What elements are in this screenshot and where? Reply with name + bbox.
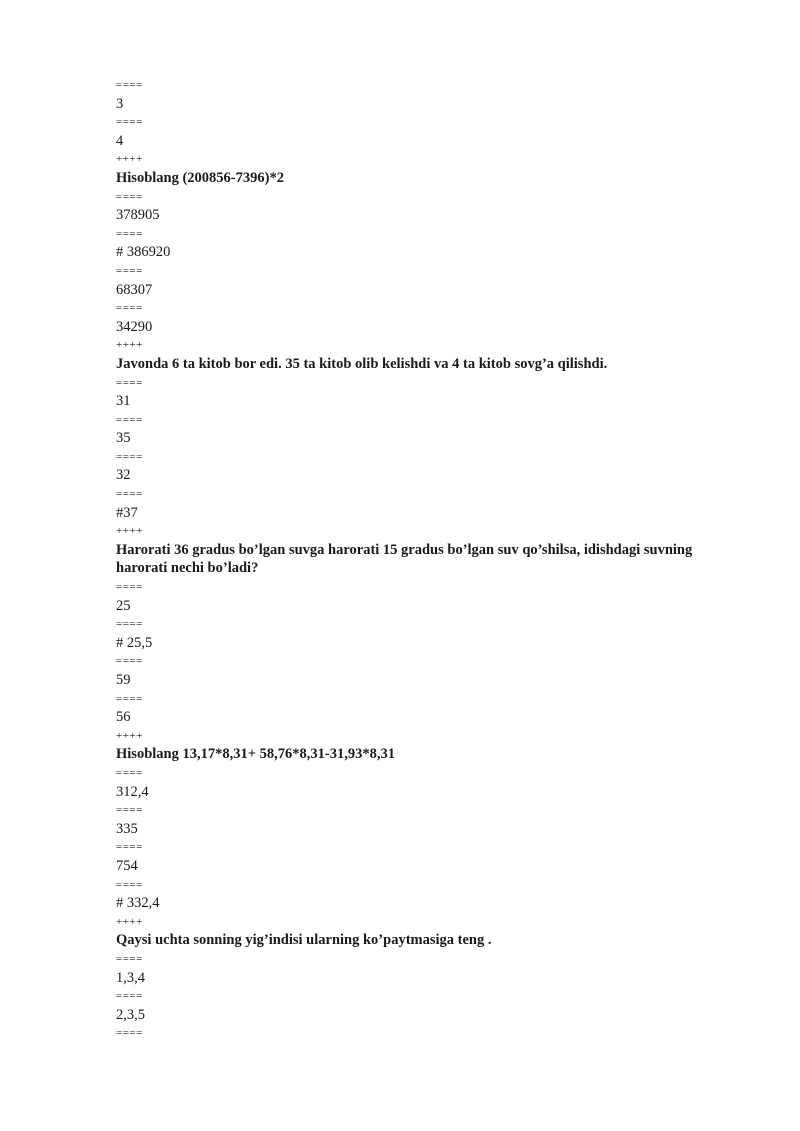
- option-separator: ====: [116, 227, 143, 240]
- option-separator: ====: [116, 488, 143, 501]
- option-separator: ====: [116, 952, 143, 965]
- answer-option: 2,3,5: [116, 1006, 145, 1023]
- answer-option: 68307: [116, 281, 153, 298]
- answer-option: 3: [116, 95, 124, 112]
- answer-option: # 332,4: [116, 895, 160, 912]
- question-separator: ++++: [116, 525, 143, 538]
- answer-option: 59: [116, 672, 131, 688]
- answer-option: 1,3,4: [116, 969, 145, 986]
- question-text: Hisoblang 13,17*8,31+ 58,76*8,31-31,93*8,31: [116, 746, 395, 763]
- option-separator: ====: [116, 990, 143, 1003]
- question-separator: ++++: [116, 153, 143, 166]
- answer-option: 34290: [116, 318, 153, 335]
- question-text: Javonda 6 ta kitob bor edi. 35 ta kitob olib kelishdi va 4 ta kitob sovg’a qilishdi.: [116, 355, 608, 372]
- answer-option: 56: [116, 709, 131, 726]
- question-text: Harorati 36 gradus bo’lgan suvga harorati 15 gradus bo’lgan suv qo’shilsa, idishdagi suvning harorati nechi bo’ladi?: [116, 541, 693, 577]
- question-separator: ++++: [116, 339, 143, 352]
- option-separator: ====: [116, 190, 143, 203]
- option-separator: ====: [116, 878, 143, 891]
- option-separator: ====: [116, 79, 143, 91]
- answer-option: # 25,5: [116, 634, 153, 651]
- answer-option: 312,4: [116, 783, 149, 800]
- option-separator: ====: [116, 692, 143, 705]
- option-separator: ====: [116, 302, 143, 315]
- question-text: Qaysi uchta sonning yig’indisi ularning ko’paytmasiga teng .: [116, 932, 492, 949]
- option-separator: ====: [116, 766, 143, 779]
- option-separator: ====: [116, 1027, 143, 1040]
- option-separator: ====: [116, 841, 143, 854]
- answer-option: #37: [116, 504, 138, 521]
- answer-option: 754: [116, 857, 138, 874]
- answer-option: 4: [116, 132, 124, 149]
- answer-option: 32: [116, 467, 131, 484]
- answer-option: 31: [116, 393, 131, 410]
- option-separator: ====: [116, 581, 143, 594]
- answer-option: 335: [116, 820, 138, 837]
- option-separator: ====: [116, 655, 143, 668]
- answer-option: 35: [116, 430, 131, 447]
- question-text: Hisoblang (200856-7396)*2: [116, 169, 284, 186]
- document-body: [116, 76, 736, 1043]
- option-separator: ====: [116, 116, 143, 129]
- answer-option: 25: [116, 597, 131, 614]
- option-separator: ====: [116, 413, 143, 426]
- option-separator: ====: [116, 264, 143, 277]
- option-separator: ====: [116, 804, 143, 817]
- question-separator: ++++: [116, 729, 143, 742]
- option-separator: ====: [116, 618, 143, 631]
- question-separator: ++++: [116, 915, 143, 928]
- option-separator: ====: [116, 450, 143, 463]
- answer-option: 378905: [116, 207, 160, 224]
- option-separator: ====: [116, 376, 143, 389]
- answer-option: # 386920: [116, 244, 171, 261]
